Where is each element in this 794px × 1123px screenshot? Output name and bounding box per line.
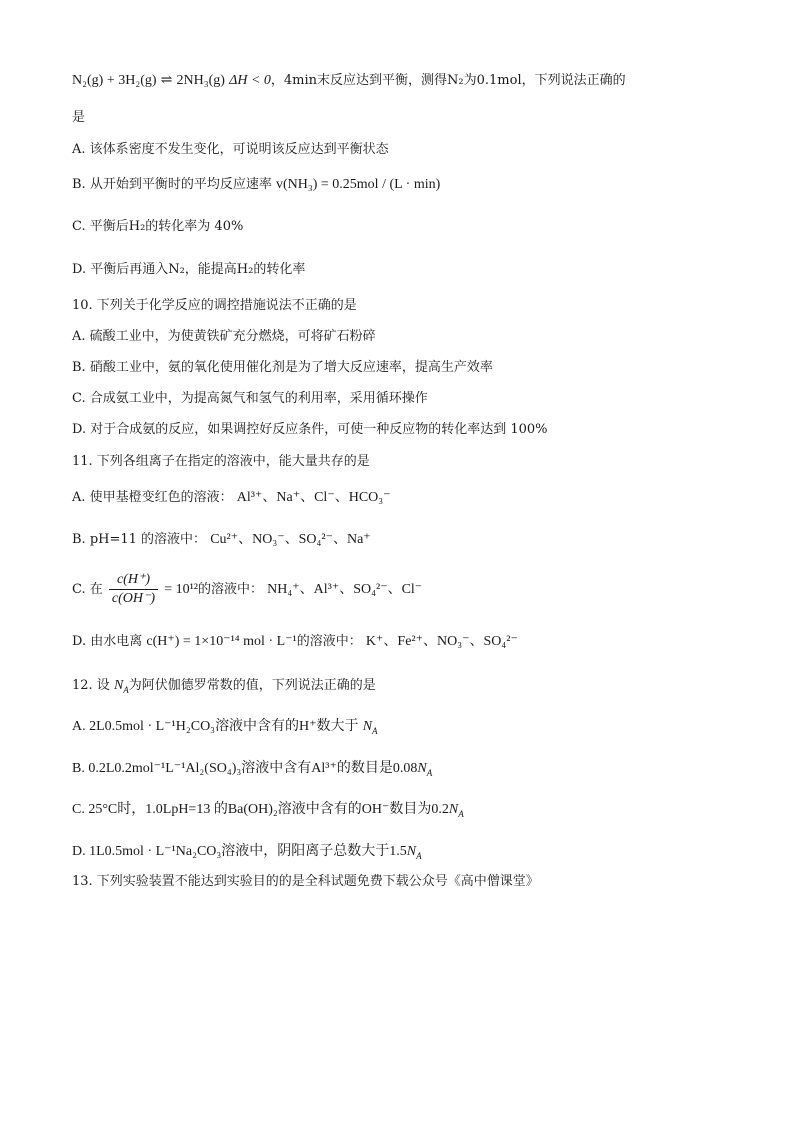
q12-option-c [72, 801, 464, 819]
q11-option-a-ions: Al³⁺、Na⁺、Cl⁻、HCO₃⁻ [236, 490, 391, 505]
avogadro-n: N [362, 719, 373, 734]
q11-option-d-ions: K⁺、Fe²⁺、NO₃⁻、SO₄²⁻ [365, 634, 518, 649]
avogadro-symbol [363, 719, 378, 734]
q12-option-b-text: B. 0.2L0.2mol⁻¹L⁻¹Al₂(SO₄)₃溶液中含有Al³⁺的数目是0.08 [72, 761, 418, 776]
q11-option-c [72, 566, 422, 614]
avogadro-sub: A [426, 767, 433, 778]
q9-option-b-text: B. 从开始到平衡时的平均反应速率 [72, 177, 272, 192]
q9-reaction-left: N₂(g) + 3H₂(g) [72, 73, 157, 88]
q11-option-a [72, 489, 391, 507]
q12-stem [72, 677, 376, 695]
q11-option-b-text: B. pH=11 的溶液中： [72, 532, 207, 547]
avogadro-sub: A [123, 684, 129, 695]
q12-stem-post: 为阿伏伽德罗常数的值，下列说法正确的是 [128, 678, 376, 693]
q10-option-a: A. 硫酸工业中，为使黄铁矿充分燃烧，可将矿石粉碎 [72, 329, 376, 344]
q10-option-c: C. 合成氨工业中，为提高氮气和氢气的利用率，采用循环操作 [72, 391, 428, 406]
q9-reaction-right: 2NH₃(g) [176, 73, 225, 88]
q9-stem-cont: 是 [72, 110, 86, 125]
q10-option-b: B. 硝酸工业中，氨的氧化使用催化剂是为了增大反应速率，提高生产效率 [72, 360, 493, 375]
fraction-denominator: c(OH⁻) [111, 591, 156, 606]
q11-option-d-text2: 的溶液中： [296, 634, 362, 649]
q11-option-b-ions: Cu²⁺、NO₃⁻、SO₄²⁻、Na⁺ [210, 532, 371, 547]
avogadro-sub: A [458, 808, 464, 819]
avogadro-symbol [449, 802, 464, 817]
avogadro-n: N [113, 678, 124, 693]
q11-option-c-text: 的溶液中： [197, 582, 263, 597]
equilibrium-arrow: ⇌ [160, 73, 173, 88]
q13-stem: 13. 下列实验装置不能达到实验目的的是全科试题免费下载公众号《高中僧课堂》 [72, 874, 539, 889]
q9-option-d: D. 平衡后再通入N₂，能提高H₂的转化率 [72, 262, 306, 277]
concentration-ratio-fraction [109, 571, 158, 608]
avogadro-symbol [407, 844, 422, 859]
q12-stem-pre: 12. 设 [72, 678, 110, 693]
avogadro-sub: A [372, 725, 378, 736]
fraction-numerator: c(H⁺) [109, 571, 158, 590]
q12-option-d-text: D. 1L0.5mol · L⁻¹Na₂CO₃溶液中，阴阳离子总数大于1.5 [72, 844, 407, 859]
q10-option-d: D. 对于合成氨的反应，如果调控好反应条件，可使一种反应物的转化率达到 100% [72, 422, 548, 437]
q11-option-b [72, 531, 371, 549]
avogadro-symbol [114, 678, 129, 693]
q12-option-c-text: C. 25°C时，1.0LpH=13 的Ba(OH)₂溶液中含有的OH⁻数目为0.2 [72, 802, 449, 817]
q9-option-a: A. 该体系密度不发生变化，可说明该反应达到平衡状态 [72, 142, 389, 157]
q9-option-c: C. 平衡后H₂的转化率为 40% [72, 219, 244, 234]
q9-option-b-rate: v(NH₃) = 0.25mol / (L · min) [275, 177, 441, 192]
q11-option-a-text: A. 使甲基橙变红色的溶液： [72, 490, 233, 505]
avogadro-sub: A [416, 850, 422, 861]
q12-option-a [72, 718, 378, 736]
q11-option-c-eq: = 10¹² [164, 582, 198, 597]
q10-stem: 10. 下列关于化学反应的调控措施说法不正确的是 [72, 298, 357, 313]
q9-stem-line [72, 72, 626, 90]
q11-option-d-math: c(H⁺) = 1×10⁻¹⁴ mol · L⁻¹ [146, 634, 297, 649]
q9-enthalpy: ΔH < 0 [229, 73, 271, 88]
avogadro-symbol [417, 761, 432, 776]
q9-stem-text: ，4min末反应达到平衡，测得N₂为0.1mol，下列说法正确的 [270, 73, 626, 88]
avogadro-n: N [448, 802, 459, 817]
q12-option-a-text: A. 2L0.5mol · L⁻¹H₂CO₃溶液中含有的H⁺数大于 [72, 719, 359, 734]
q11-option-d-text: D. 由水电离 [72, 634, 143, 649]
avogadro-n: N [406, 844, 417, 859]
q12-option-b [72, 760, 432, 778]
q11-stem: 11. 下列各组离子在指定的溶液中，能大量共存的是 [72, 454, 370, 469]
avogadro-n: N [417, 761, 427, 776]
q11-option-d [72, 633, 518, 651]
q9-option-b [72, 176, 440, 194]
q11-option-c-ions: NH₄⁺、Al³⁺、SO₄²⁻、Cl⁻ [267, 582, 423, 597]
q12-option-d [72, 843, 422, 861]
q11-option-c-pre: C. 在 [72, 582, 103, 597]
